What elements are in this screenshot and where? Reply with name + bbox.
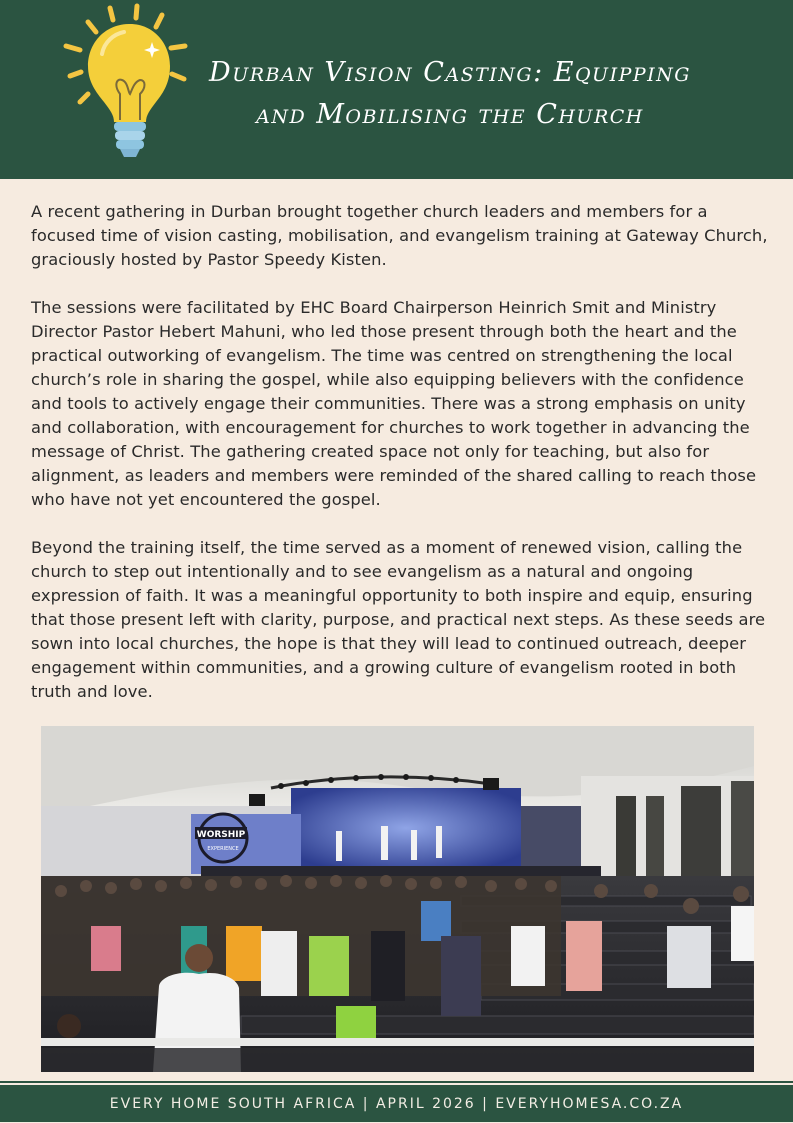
stage-sign-title: WORSHIP (196, 830, 246, 840)
paragraph-vision: Beyond the training itself, the time served as a moment of renewed vision, calling the church to step out intentionally and to see evangelism as a natural and ongoing expression of faith. It was a meaningful opportunity to both inspire and equip, ensuring that those present left with clarity, purpose, and practical next steps. As these seeds are sown into local churches, the hope is that they will lead to continued outreach, deeper engagement within communities, and a growing culture of evangelism rooted in both truth and love. (31, 538, 766, 701)
event-photo (41, 726, 754, 1072)
paragraph-sessions: The sessions were facilitated by EHC Board Chairperson Heinrich Smit and Ministry Director Pastor Hebert Mahuni, who led those present through both the heart and the practical outworking of evangelism. The time was centred on strengthening the local church’s role in sharing the gospel, while also equipping believers with the confidence and tools to actively engage their communities. There was a strong emphasis on unity and collaboration, with encouragement for churches to work together in advancing the message of Christ. The gathering created space not only for teaching, but also for alignment, as leaders and members were reminded of the shared calling to reach those who have not yet encountered the gospel. (31, 298, 757, 509)
lightbulb-icon (58, 2, 194, 162)
paragraph-intro: A recent gathering in Durban brought together church leaders and members for a focused time of vision casting, mobilisation, and evangelism training at Gateway Church, graciously hosted by Pastor Speedy Kisten. (31, 202, 768, 269)
title-line-2: and Mobilising the Church (256, 99, 644, 130)
footer-divider (0, 1081, 793, 1083)
footer-text: EVERY HOME SOUTH AFRICA | APRIL 2026 | EVERYHOMESA.CO.ZA (109, 1096, 684, 1112)
header-banner (0, 0, 793, 179)
title-line-1: Durban Vision Casting: Equipping (209, 57, 691, 88)
stage-sign-subtitle: EXPERIENCE (207, 846, 239, 852)
worship-hall-image (41, 726, 754, 1072)
footer-bar (0, 1085, 793, 1122)
article-body (31, 200, 771, 728)
page-title (200, 52, 700, 136)
